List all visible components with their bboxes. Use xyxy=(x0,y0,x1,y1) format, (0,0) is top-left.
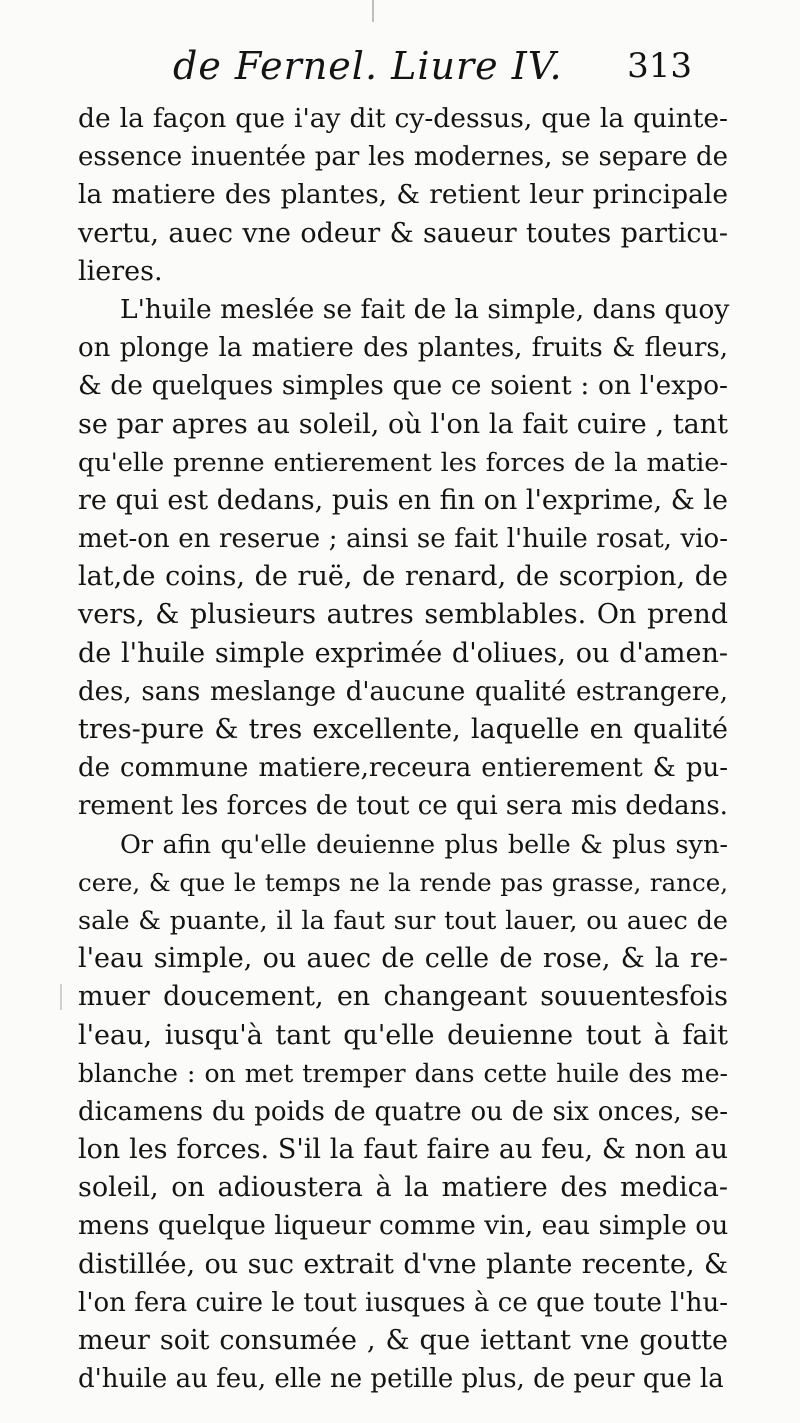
text-line: l'on fera cuire le tout iusques à ce que toute l'hu- xyxy=(78,1287,728,1318)
page-number: 313 xyxy=(627,46,692,86)
text-line: des, sans meslange d'aucune qualité estrangere, xyxy=(78,676,728,707)
body-text xyxy=(78,100,728,1398)
text-line: l'eau, iusqu'à tant qu'elle deuienne tout à fait xyxy=(78,1019,728,1051)
text-line: blanche : on met tremper dans cette huile des me- xyxy=(78,1058,728,1088)
running-head: de Fernel. Liure IV. xyxy=(173,44,563,88)
text-line: la matiere des plantes, & retient leur principale xyxy=(78,179,728,211)
text-line: meur soit consumée , & que iettant vne goutte xyxy=(78,1325,728,1356)
text-line: cere, & que le temps ne la rende pas grasse, rance, xyxy=(78,867,728,897)
text-line: dicamens du poids de quatre ou de six onces, se- xyxy=(78,1096,728,1127)
paragraph xyxy=(78,826,728,1399)
text-line: mens quelque liqueur comme vin, eau simple ou xyxy=(78,1210,729,1242)
text-line: qu'elle prenne entierement les forces de la matie- xyxy=(78,447,728,478)
text-line: de la façon que i'ay dit cy-dessus, que la quinte- xyxy=(78,103,728,134)
text-line: soleil, on adioustera à la matiere des medica- xyxy=(78,1172,728,1204)
text-line: distillée, ou suc extrait d'vne plante recente, & xyxy=(78,1248,728,1280)
text-line: lieres. xyxy=(78,255,163,287)
text-line: de commune matiere,receura entierement & pu- xyxy=(78,753,728,784)
page-edge-mark-top xyxy=(372,0,374,22)
text-line: rement les forces de tout ce qui sera mis dedans. xyxy=(78,791,728,822)
text-line: on plonge la matiere des plantes, fruits & fleurs, xyxy=(78,333,728,364)
text-line: vers, & plusieurs autres semblables. On prend xyxy=(78,599,728,631)
text-line: de l'huile simple exprimée d'oliues, ou d'amen- xyxy=(78,637,728,669)
text-line: vertu, auec vne odeur & saueur toutes particu- xyxy=(78,217,728,249)
text-line: l'eau simple, ou auec de celle de rose, & la re- xyxy=(78,943,728,975)
text-line: L'huile meslée se fait de la simple, dans quoy xyxy=(120,293,730,325)
text-line: essence inuentée par les modernes, se separe de xyxy=(78,142,728,173)
text-line: tres-pure & tres excellente, laquelle en qualité xyxy=(78,714,728,745)
text-line: re qui est dedans, puis en fin on l'exprime, & le xyxy=(78,484,728,516)
paragraph xyxy=(78,291,728,826)
text-line: Or afin qu'elle deuienne plus belle & plus syn- xyxy=(120,829,728,860)
text-line: sale & puante, il la faut sur tout lauer, ou auec de xyxy=(78,905,728,936)
text-line: met-on en reserue ; ainsi se fait l'huile rosat, vio- xyxy=(78,524,728,555)
text-line: lon les forces. S'il la faut faire au feu, & non au xyxy=(78,1134,728,1166)
text-line: muer doucement, en changeant souuentesfois xyxy=(78,981,728,1013)
paragraph xyxy=(78,100,728,291)
page-edge-mark-left xyxy=(60,984,62,1010)
text-line: lat,de coins, de ruë, de renard, de scorpion, de xyxy=(78,561,728,593)
text-line: & de quelques simples que ce soient : on l'expo- xyxy=(78,370,728,402)
text-line: d'huile au feu, elle ne petille plus, de peur que la xyxy=(78,1364,724,1395)
text-line: se par apres au soleil, où l'on la fait cuire , tant xyxy=(78,408,728,440)
page-header xyxy=(100,44,700,104)
